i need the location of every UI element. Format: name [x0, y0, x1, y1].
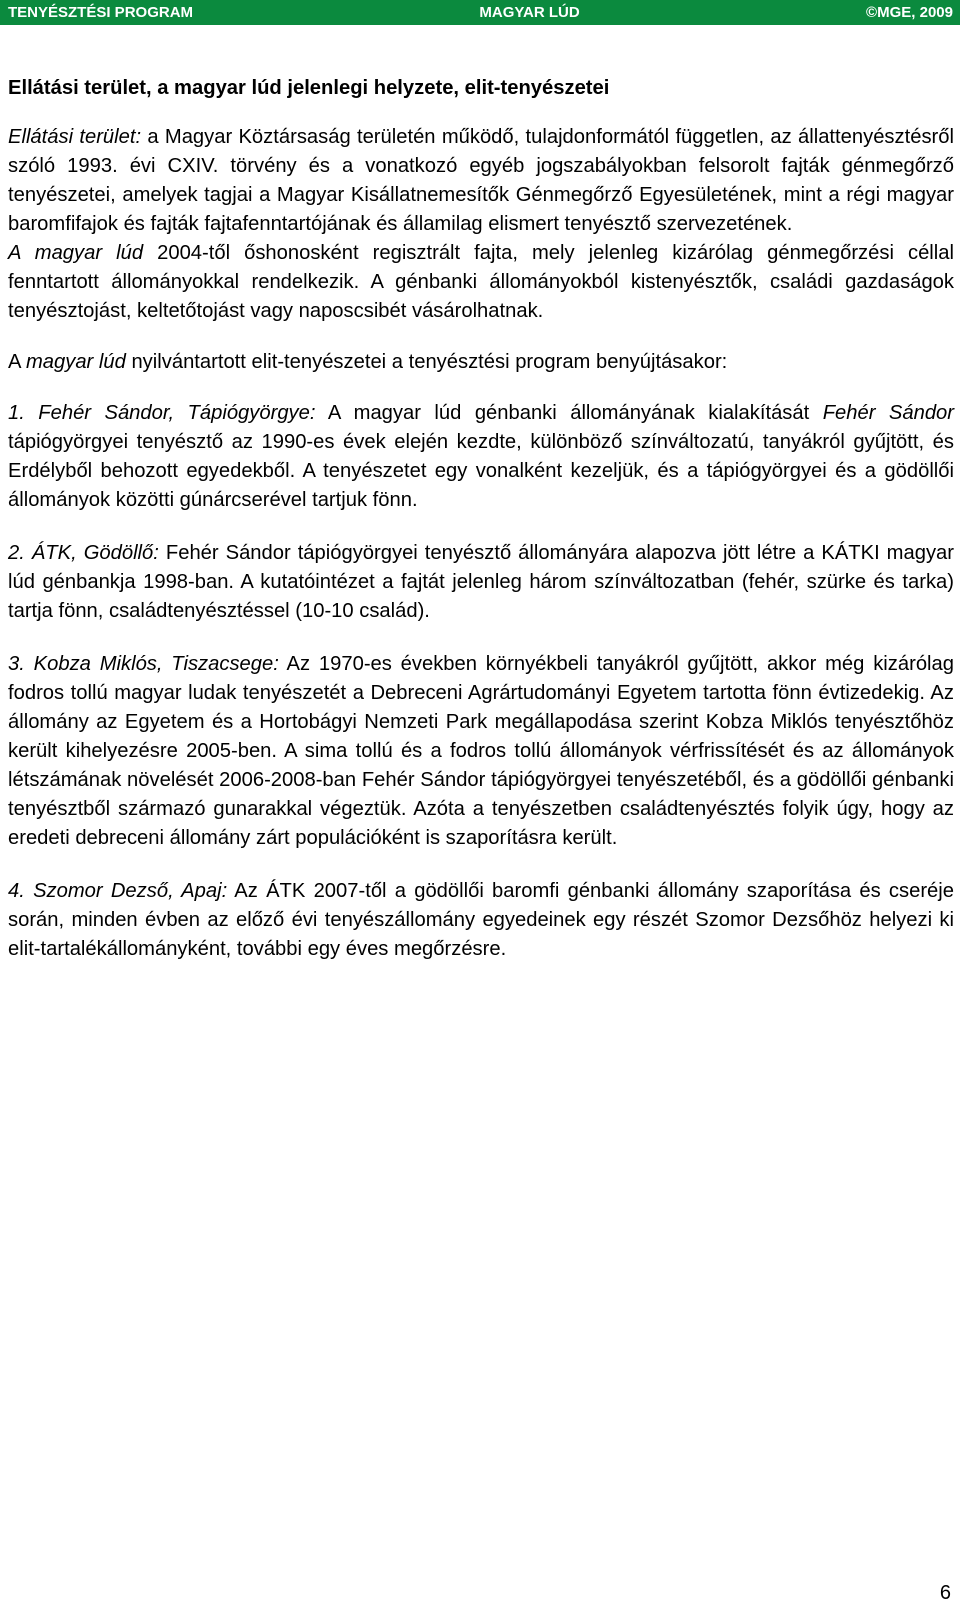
- list-item-elite-farm-2: [8, 539, 954, 626]
- paragraph-breed-status: [8, 239, 954, 326]
- paragraph-text: tápiógyörgyei tenyésztő az 1990-es évek elején kezdte, különböző színváltozatú, tanyákról gyűjtött, és Erdélyből behozott egyedekből. A tenyészetet egy vonalként kezeljük, és a tápiógyörgyei és a gödöllői állományok közötti gúnárcserével tartjuk fönn.: [8, 431, 954, 511]
- paragraph-text: nyilvántartott elit-tenyészetei a tenyésztési program benyújtásakor:: [125, 351, 728, 373]
- farm-name: 2. ÁTK, Gödöllő:: [8, 542, 159, 564]
- term-breed: A magyar lúd: [8, 242, 144, 264]
- section-heading: Ellátási terület, a magyar lúd jelenlegi helyzete, elit-tenyészetei: [8, 77, 610, 99]
- list-item-elite-farm-3: [8, 650, 954, 853]
- page-number: 6: [939, 1582, 951, 1604]
- paragraph-text: A magyar lúd génbanki állományának kialakítását: [315, 402, 823, 424]
- farm-name: 1. Fehér Sándor, Tápiógyörgye:: [8, 402, 316, 424]
- list-item-elite-farm-1: [8, 399, 954, 515]
- farm-name: 3. Kobza Miklós, Tiszacsege:: [8, 653, 279, 675]
- farm-name: 4. Szomor Dezső, Apaj:: [8, 880, 228, 902]
- term-service-area: Ellátási terület:: [8, 126, 142, 148]
- paragraph-text: Az 1970-es években környékbeli tanyákról gyűjtött, akkor még kizárólag fodros tollú magyar ludak tenyészetét a Debreceni Agrártudományi Egyetem tartotta fönn évtizedekig. Az állomány az Egyetem és a Hortobágyi Nemzeti Park megállapodása szerint Kobza Miklós tenyésztőhöz került kihelyezésre 2005-ben. A sima tollú és a fodros tollú állományok vérfrissítését és az állományok létszámának növelését 2006-2008-ban Fehér Sándor tápiógyörgyei tenyészetéből, és a gödöllői génbanki tenyésztből származó gunarakkal végeztük. Azóta a tenyészetben családtenyésztés folyik úgy, hogy az eredeti debreceni állomány zárt populációként is szaporításra került.: [8, 653, 954, 849]
- header-breed-label: MAGYAR LÚD: [479, 4, 580, 21]
- page-header: [0, 0, 960, 25]
- paragraph-text: a Magyar Köztársaság területén működő, tulajdonformától független, az állattenyésztésről szóló 1993. évi CXIV. törvény és a vonatkozó egyéb jogszabályokban felsorolt fajták génmegőrző tenyészetei, amelyek tagjai a Magyar Kisállatnemesítők Génmegőrző Egyesületének, mint a régi magyar baromfifajok és fajták fajtafenntartójának és államilag elismert tenyésztő szervezetének.: [8, 126, 954, 235]
- paragraph-text: 2004-től őshonosként regisztrált fajta, mely jelenleg kizárólag génmegőrzési céllal fenntartott állományokkal rendelkezik. A génbanki állományokból kistenyésztők, családi gazdaságok tenyésztojást, keltetőtojást vagy naposcsibét vásárolhatnak.: [8, 242, 954, 322]
- term-breed: magyar lúd: [25, 351, 126, 373]
- paragraph-text: A: [8, 351, 26, 373]
- paragraph-elite-intro: [8, 348, 954, 377]
- header-program-label: TENYÉSZTÉSI PROGRAM: [8, 4, 194, 21]
- paragraph-text: Fehér Sándor tápiógyörgyei tenyésztő állományára alapozva jött létre a KÁTKI magyar lúd génbankja 1998-ban. A kutatóintézet a fajtát jelenleg három színváltozatban (fehér, szürke és tarka) tartja fönn, családtenyésztéssel (10-10 család).: [8, 542, 954, 622]
- breeder-name: Fehér Sándor: [822, 402, 954, 424]
- paragraph-service-area: [8, 123, 954, 239]
- list-item-elite-farm-4: [8, 877, 954, 964]
- document-body: [8, 74, 954, 964]
- paragraph-text: Az ÁTK 2007-től a gödöllői baromfi génbanki állomány szaporítása és cseréje során, minden évben az előző évi tenyészállomány egyedeinek egy részét Szomor Dezsőhöz helyezi ki elit-tartalékállományként, további egy éves megőrzésre.: [8, 880, 955, 960]
- header-copyright: ©MGE, 2009: [866, 4, 953, 21]
